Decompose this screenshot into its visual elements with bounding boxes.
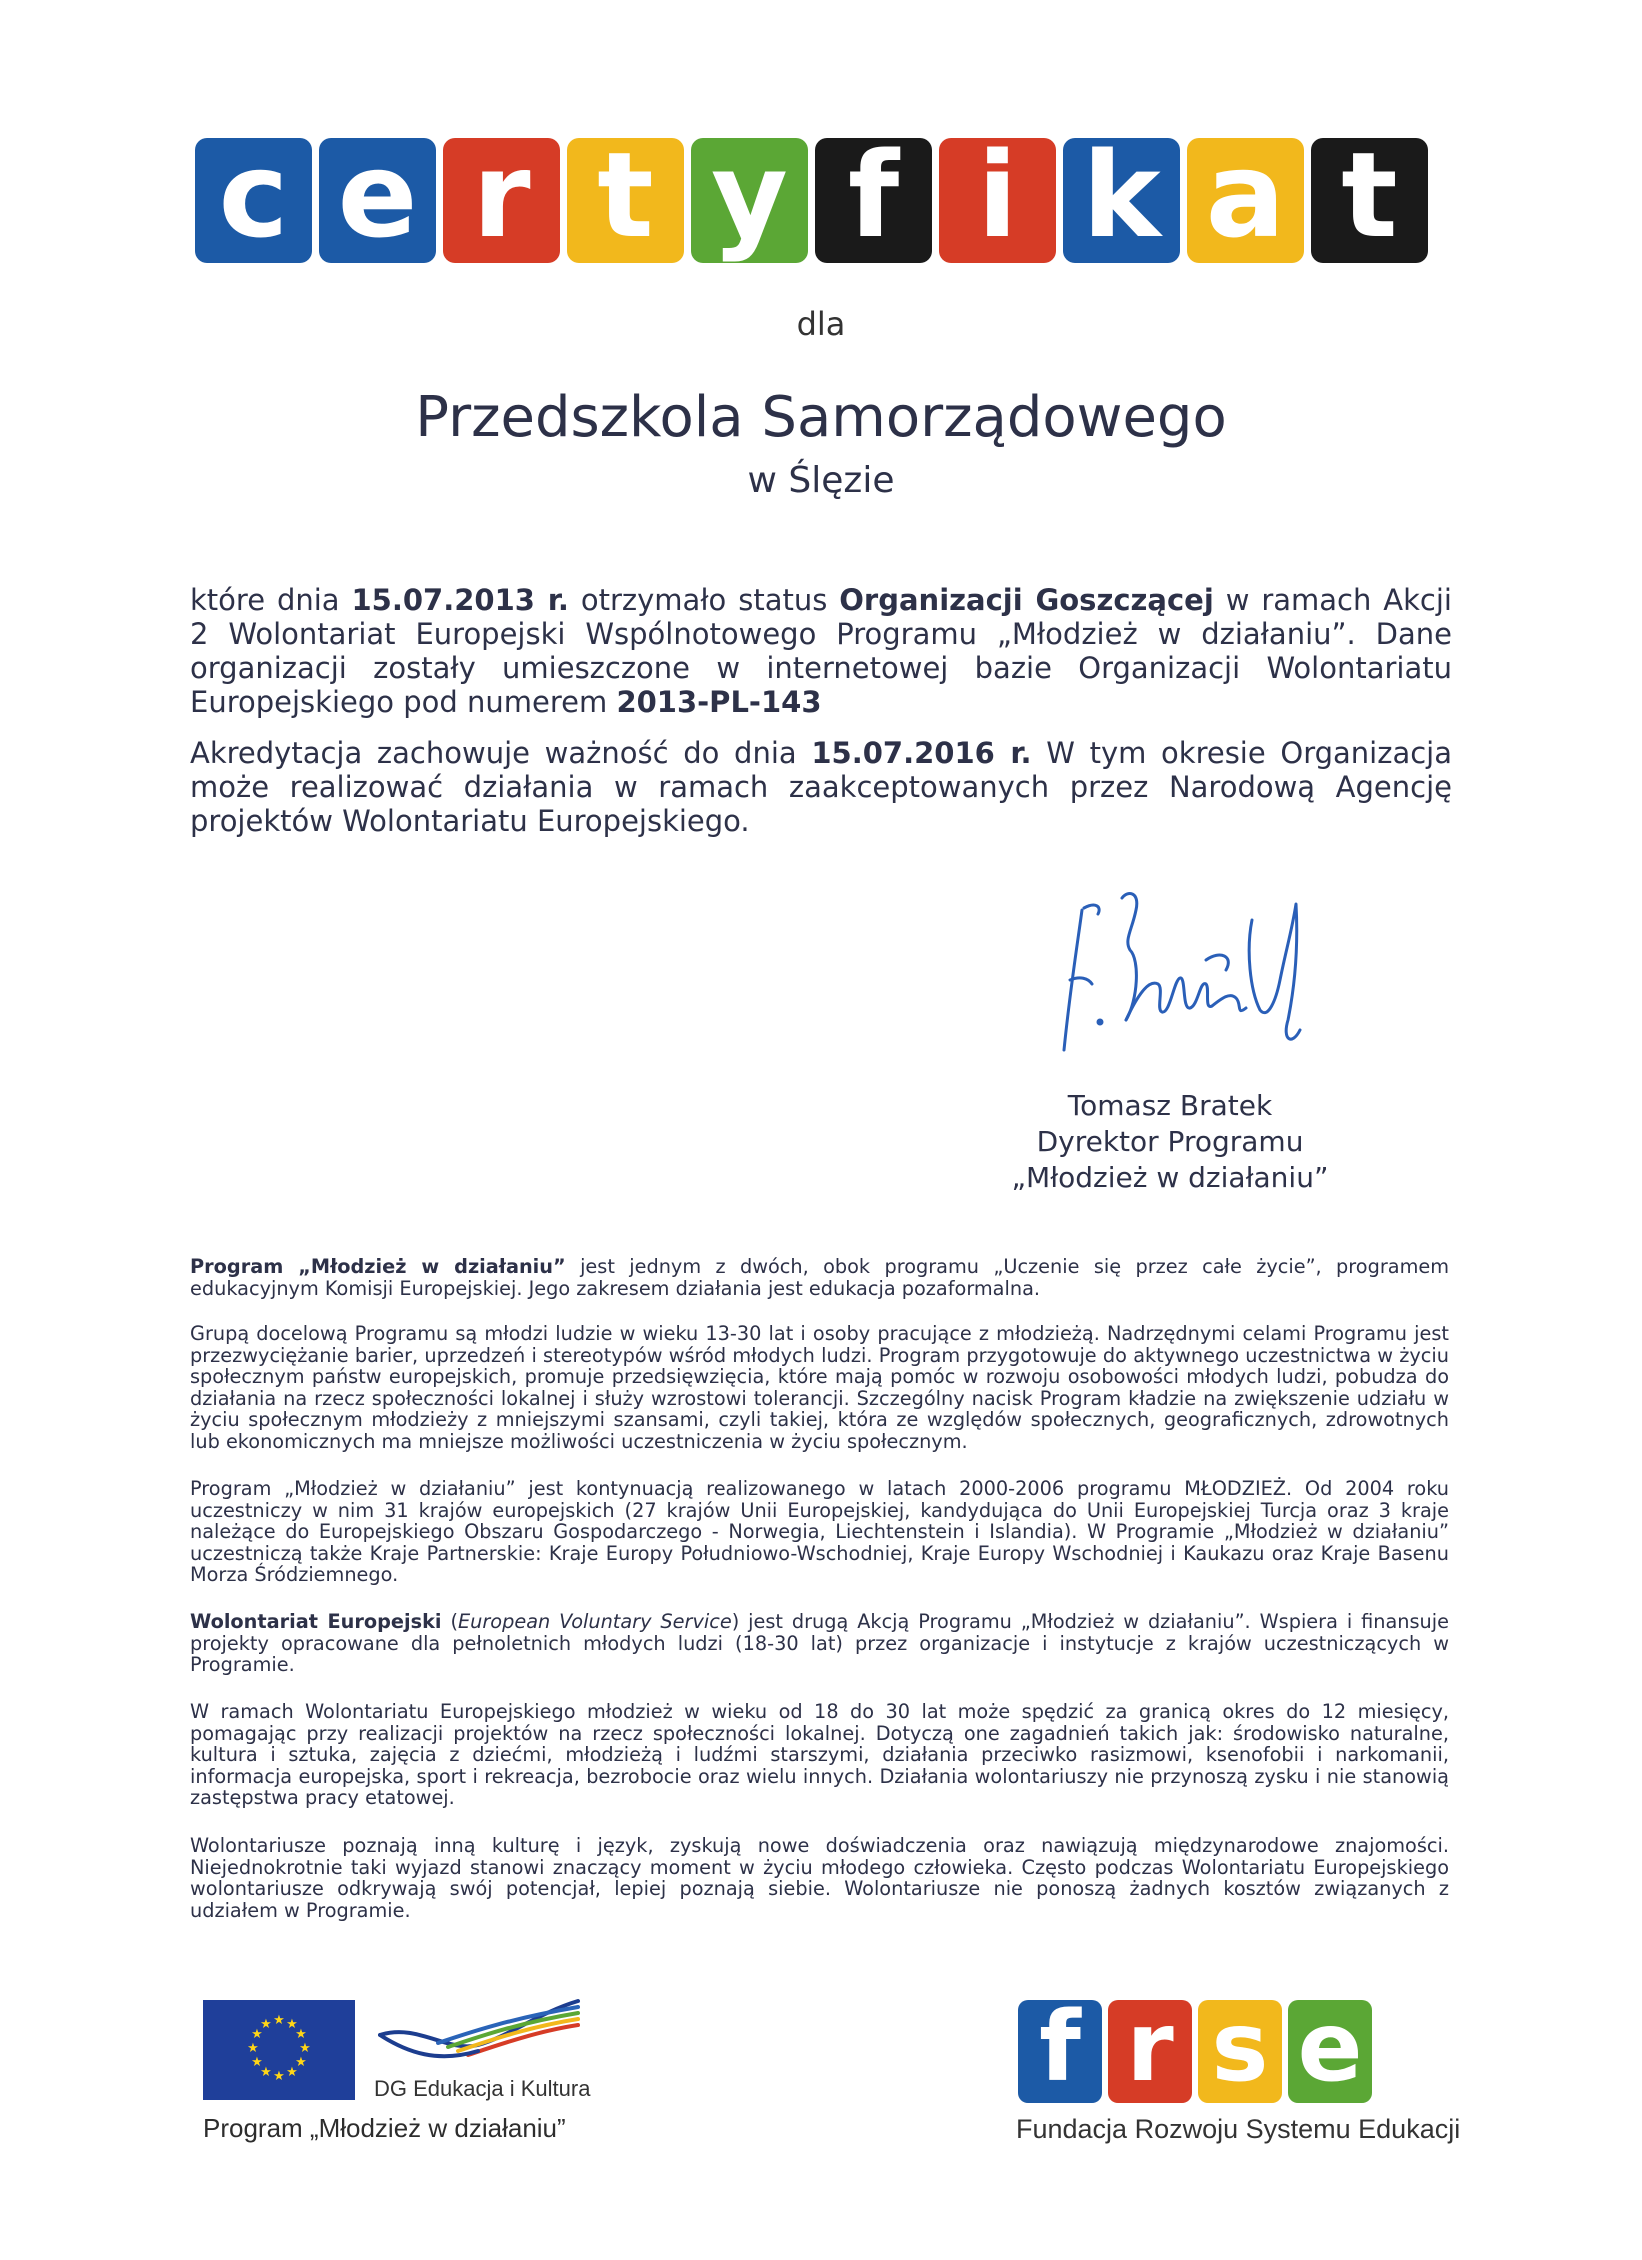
program-label: Program „Młodzież w działaniu”: [203, 2113, 566, 2143]
logo-tile-r: r: [443, 138, 560, 263]
certificate-paragraph-validity: [190, 736, 1452, 838]
info-p4-italic: European Voluntary Service: [457, 1610, 732, 1633]
svg-text:★: ★: [295, 2027, 307, 2042]
logo-tile-a: a: [1187, 138, 1304, 263]
svg-text:★: ★: [286, 2065, 298, 2080]
info-p4-bold: Wolontariat Europejski: [190, 1610, 442, 1633]
signer-role: Dyrektor Programu: [1036, 1125, 1304, 1158]
p2-date: 15.07.2016 r.: [811, 736, 1032, 770]
logo-tile-f: f: [815, 138, 932, 263]
logo-tile-c: c: [195, 138, 312, 263]
frse-tile-f: f: [1018, 2000, 1102, 2103]
p1-text-3: w ramach Akcji 2 Wolontariat Europejski Wspólnotowego Programu „Młodzież w działaniu”. Dane organizacji zostały umieszczone w internetowej bazie Organizacji Wolontariatu Europejskiego pod numerem: [190, 583, 1452, 719]
eu-flag: [203, 2000, 355, 2100]
info-paragraph-1: [190, 1256, 1449, 1299]
svg-text:★: ★: [251, 2027, 263, 2042]
for-label: dla: [796, 305, 846, 343]
dg-swoosh-logo: [378, 1993, 583, 2073]
organization-name: Przedszkola Samorządowego: [415, 385, 1227, 450]
p1-date: 15.07.2013 r.: [351, 583, 569, 617]
certificate-paragraph-status: [190, 583, 1452, 719]
info-paragraph-4: [190, 1611, 1449, 1676]
p1-status: Organizacji Goszczącej: [839, 583, 1214, 617]
svg-text:★: ★: [247, 2041, 259, 2056]
frse-logo: [1018, 1990, 1372, 2103]
info-p4-open: (: [441, 1610, 458, 1633]
frse-tile-r: r: [1108, 2000, 1192, 2103]
frse-tile-e: e: [1288, 2000, 1372, 2103]
info-p1-bold: Program „Młodzież w działaniu”: [190, 1255, 566, 1278]
p1-number: 2013-PL-143: [616, 685, 822, 719]
logo-tile-y: y: [691, 138, 808, 263]
frse-name: Fundacja Rozwoju Systemu Edukacji: [1016, 2114, 1461, 2144]
svg-text:★: ★: [260, 2065, 272, 2080]
info-paragraph-5: W ramach Wolontariatu Europejskiego młodzież w wieku od 18 do 30 lat może spędzić za granicą okres do 12 miesięcy, pomagając przy realizacji projektów na rzecz społeczności lokalnej. Dotyczą one zagadnień takich jak: środowisko naturalne, kultura i sztuka, zajęcia z dziećmi, młodzieżą i ludźmi starszymi, działania przeciwko rasizmowi, ksenofobii i narkomanii, informacja europejska, sport i rekreacja, bezrobocie oraz wielu innych. Działania wolontariuszy nie przynoszą zysku i nie stanowią zastępstwa pracy etatowej.: [190, 1700, 1449, 1809]
signer-program: „Młodzież w działaniu”: [1011, 1161, 1329, 1194]
info-paragraph-6: Wolontariusze poznają inną kulturę i język, zyskują nowe doświadczenia oraz nawiązują międzynarodowe znajomości. Niejednokrotnie taki wyjazd stanowi znaczący moment w życiu młodego człowieka. Często podczas Wolontariatu Europejskiego wolontariusze odkrywają swój potencjał, lepiej poznają siebie. Wolontariusze nie ponoszą żadnych kosztów związanych z udziałem w Programie.: [190, 1834, 1449, 1922]
svg-text:★: ★: [273, 2069, 285, 2084]
p1-text-1: które dnia: [190, 583, 352, 617]
frse-tile-s: s: [1198, 2000, 1282, 2103]
handwritten-signature: [1040, 880, 1360, 1070]
info-paragraph-2: Grupą docelową Programu są młodzi ludzie w wieku 13-30 lat i osoby pracujące z młodzieżą. Nadrzędnymi celami Programu jest przezwyciężanie barier, uprzedzeń i stereotypów wśród młodych ludzi. Program przygotowuje do aktywnego uczestnictwa w życiu społecznym państw europejskich, promuje przedsięwzięcia, które mają pomóc w rozwoju osobowości młodych ludzi, pobudza do działania na rzecz społeczności lokalnej i służy wzrostowi tolerancji. Szczególny nacisk Program kładzie na zwiększenie udziału w życiu społecznym młodzieży z mniejszymi szansami, czyli takiej, która ze względów społecznych, geograficznych, zdrowotnych lub ekonomicznych ma mniejsze możliwości uczestniczenia w życiu społecznym.: [190, 1322, 1449, 1453]
svg-text:★: ★: [299, 2041, 311, 2056]
p1-text-2: otrzymało status: [568, 583, 840, 617]
p2-text-2: W tym okresie Organizacja może realizować działania w ramach zaakceptowanych przez Narodową Agencję projektów Wolontariatu Europejskiego.: [190, 736, 1453, 838]
p2-text-1: Akredytacja zachowuje ważność do dnia: [190, 736, 812, 770]
organization-location: w Ślęzie: [747, 460, 895, 501]
logo-tile-t2: t: [1311, 138, 1428, 263]
certyfikat-logo: [195, 125, 1428, 264]
svg-text:★: ★: [273, 2013, 285, 2028]
signer-name: Tomasz Bratek: [1067, 1089, 1273, 1122]
logo-tile-t: t: [567, 138, 684, 263]
eu-stars-icon: [203, 2000, 355, 2100]
logo-tile-k: k: [1063, 138, 1180, 263]
info-p1-rest: jest jednym z dwóch, obok programu „Uczenie się przez całe życie”, programem edukacyjnym Komisji Europejskiej. Jego zakresem działania jest edukacja pozaformalna.: [190, 1255, 1449, 1300]
svg-text:★: ★: [260, 2017, 272, 2032]
logo-tile-e: e: [319, 138, 436, 263]
svg-text:★: ★: [295, 2055, 307, 2070]
dg-label: DG Edukacja i Kultura: [374, 2076, 591, 2101]
info-p4-rest: ) jest drugą Akcją Programu „Młodzież w działaniu”. Wspiera i finansuje projekty opracowane dla pełnoletnich młodych ludzi (18-30 lat) przez organizacje i instytucje z krajów uczestniczących w Programie.: [190, 1610, 1449, 1676]
info-paragraph-3: Program „Młodzież w działaniu” jest kontynuacją realizowanego w latach 2000-2006 programu MŁODZIEŻ. Od 2004 roku uczestniczy w nim 31 krajów europejskich (27 krajów Unii Europejskiej, kandydująca do Unii Europejskiej Turcja oraz 3 kraje należące do Europejskiego Obszaru Gospodarczego - Norwegia, Liechtenstein i Islandia). W Programie „Młodzież w działaniu” uczestniczą także Kraje Partnerskie: Kraje Europy Południowo-Wschodniej, Kraje Europy Wschodniej i Kaukazu oraz Kraje Basenu Morza Śródziemnego.: [190, 1477, 1449, 1586]
svg-text:★: ★: [286, 2017, 298, 2032]
logo-tile-i: i: [939, 138, 1056, 263]
svg-text:★: ★: [251, 2055, 263, 2070]
